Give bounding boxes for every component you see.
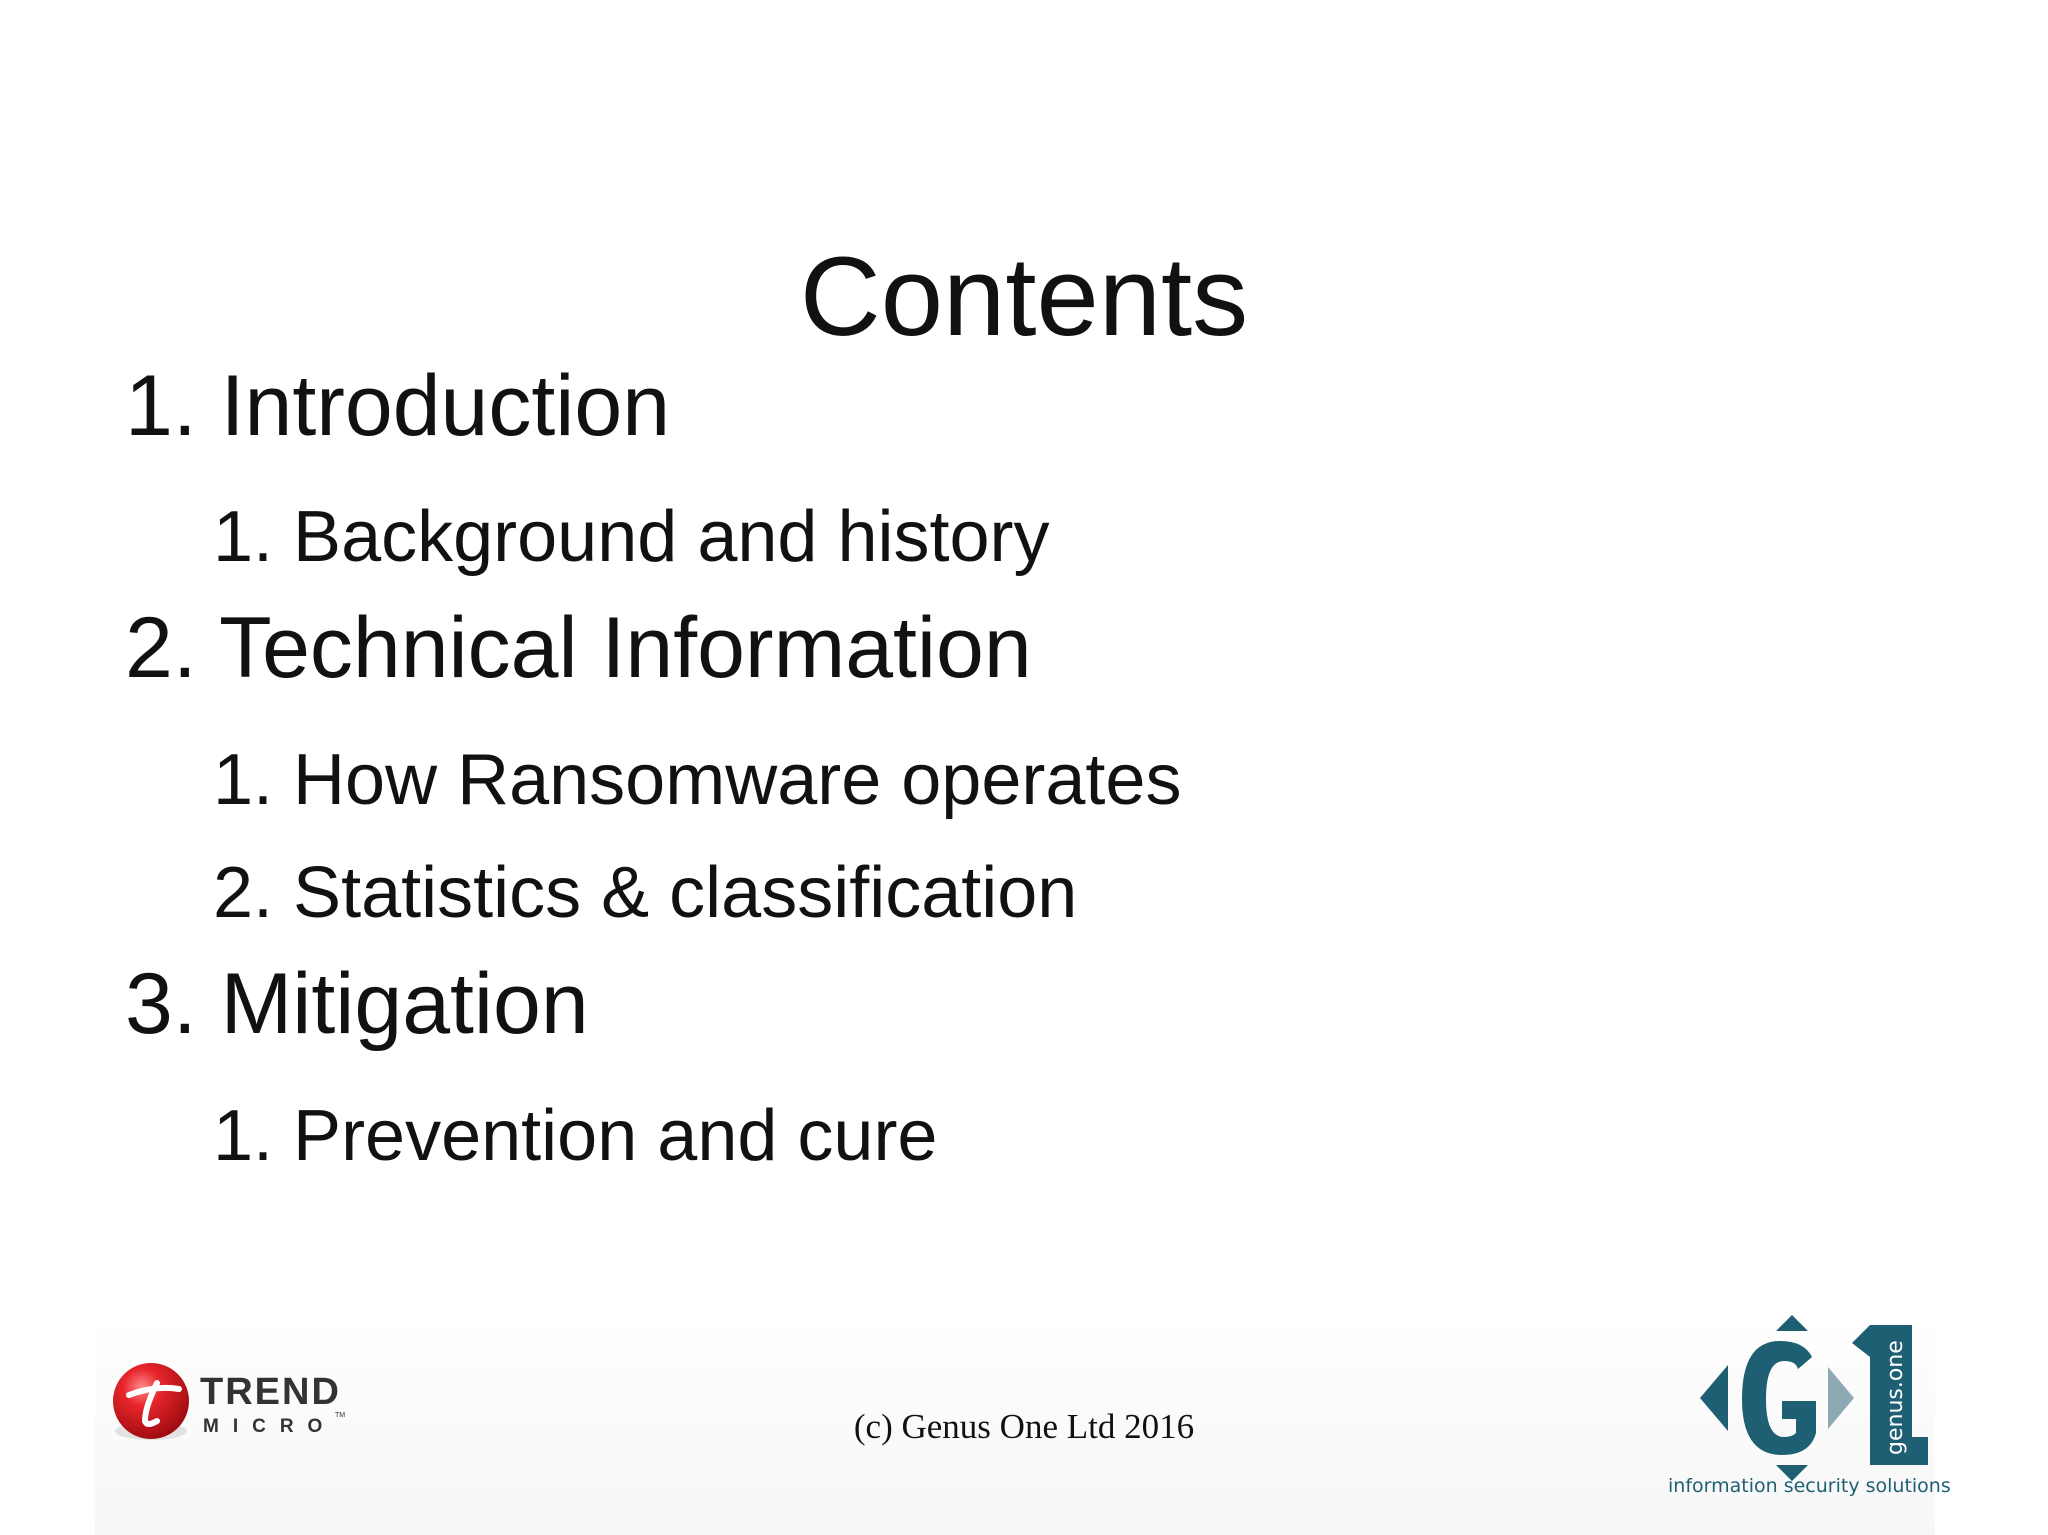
contents-item-mitigation: 3. Mitigation	[125, 956, 589, 1052]
genus-one-tagline: information security solutions	[1668, 1475, 1951, 1497]
contents-subitem-statistics: 2. Statistics & classification	[213, 853, 1078, 933]
contents-item-introduction: 1. Introduction	[125, 358, 671, 454]
contents-subitem-how-ransomware-operates: 1. How Ransomware operates	[213, 740, 1182, 820]
svg-text:TM: TM	[335, 1412, 346, 1419]
svg-text:TREND: TREND	[200, 1371, 341, 1413]
slide-title: Contents	[799, 234, 1249, 359]
svg-text:genus.one: genus.one	[1883, 1340, 1908, 1455]
copyright-text: (c) Genus One Ltd 2016	[853, 1407, 1195, 1446]
svg-text:MICRO: MICRO	[203, 1416, 337, 1437]
contents-item-technical-information: 2. Technical Information	[125, 600, 1032, 696]
contents-subitem-prevention: 1. Prevention and cure	[213, 1096, 938, 1176]
contents-subitem-background: 1. Background and history	[213, 497, 1050, 577]
